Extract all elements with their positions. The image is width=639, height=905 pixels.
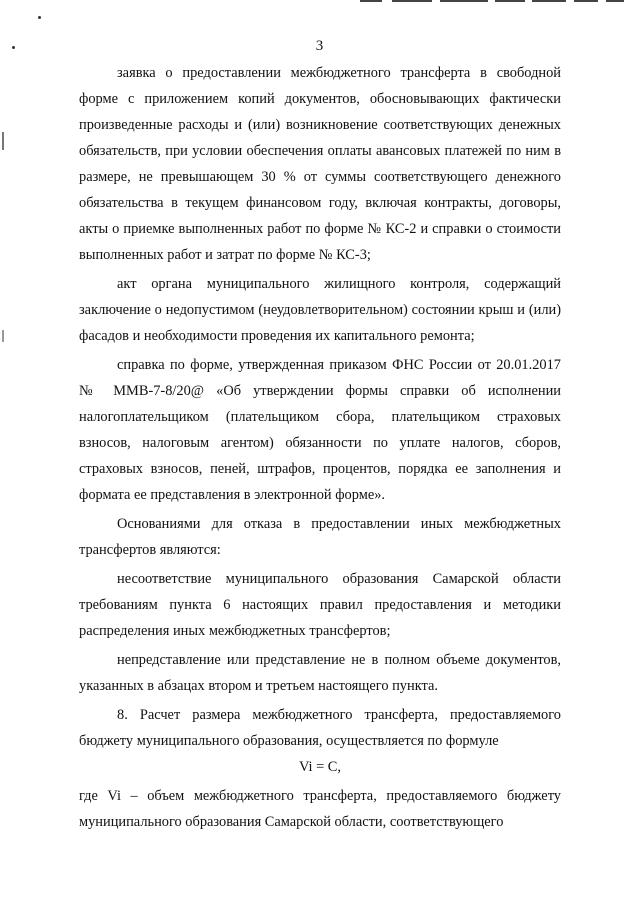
scan-top-edge [392, 0, 432, 2]
scan-edge-mark [2, 132, 4, 150]
scan-edge-mark [2, 330, 4, 342]
formula-explanation: где Vi – объем межбюджетного трансферта, предоставляемого бюджету муниципального образования Самарской области, соответствующего [79, 788, 561, 830]
paragraph-inspection-act: акт органа муниципального жилищного контроля, содержащий заключение о недопустимом (неудовлетворительном) состоянии крыш и (или) фасадов и необходимости проведения их капитального ремонта; [79, 276, 561, 344]
scan-dot [38, 16, 41, 19]
paragraph-nonconformity: несоответствие муниципального образования Самарской области требованиям пункта 6 настоящих правил предоставления и методики распределения иных межбюджетных трансфертов; [79, 571, 561, 639]
page-number: 3 [315, 38, 324, 54]
scan-top-edge [495, 0, 525, 2]
paragraph-refusal-grounds: Основаниями для отказа в предоставлении иных межбюджетных трансфертов являются: [79, 516, 561, 558]
document-body [79, 60, 561, 835]
paragraph-incomplete-docs: непредставление или представление не в полном объеме документов, указанных в абзацах втором и третьем настоящего пункта. [79, 652, 561, 694]
scan-top-edge [440, 0, 488, 2]
scan-top-edge [532, 0, 566, 2]
paragraph-calculation: 8. Расчет размера межбюджетного трансферта, предоставляемого бюджету муниципального образования, осуществляется по формуле [79, 707, 561, 749]
formula: Vi = C, [298, 759, 342, 775]
scan-top-edge [360, 0, 382, 2]
paragraph-application: заявка о предоставлении межбюджетного трансферта в свободной форме с приложением копий документов, обосновывающих фактически произведенные расходы и (или) возникновение соответствующих денежных обязательств, при условии обеспечения оплаты авансовых платежей по ним в размере, не превышающем 30 % от суммы соответствующего денежного обязательства в текущем финансовом году, включая контракты, договоры, акты о приемке выполненных работ по форме № КС-2 и справки о стоимости выполненных работ и затрат по форме № КС-3; [79, 65, 561, 263]
paragraph-tax-certificate: справка по форме, утвержденная приказом ФНС России от 20.01.2017 № ММВ-7-8/20@ «Об утверждении формы справки об исполнении налогоплательщиком (плательщиком сбора, плательщиком страховых взносов, налоговым агентом) обязанности по уплате налогов, сборов, страховых взносов, пеней, штрафов, процентов, порядка ее заполнения и формата ее представления в электронной форме». [79, 357, 561, 503]
scan-top-edge [606, 0, 624, 2]
scan-top-edge [574, 0, 598, 2]
